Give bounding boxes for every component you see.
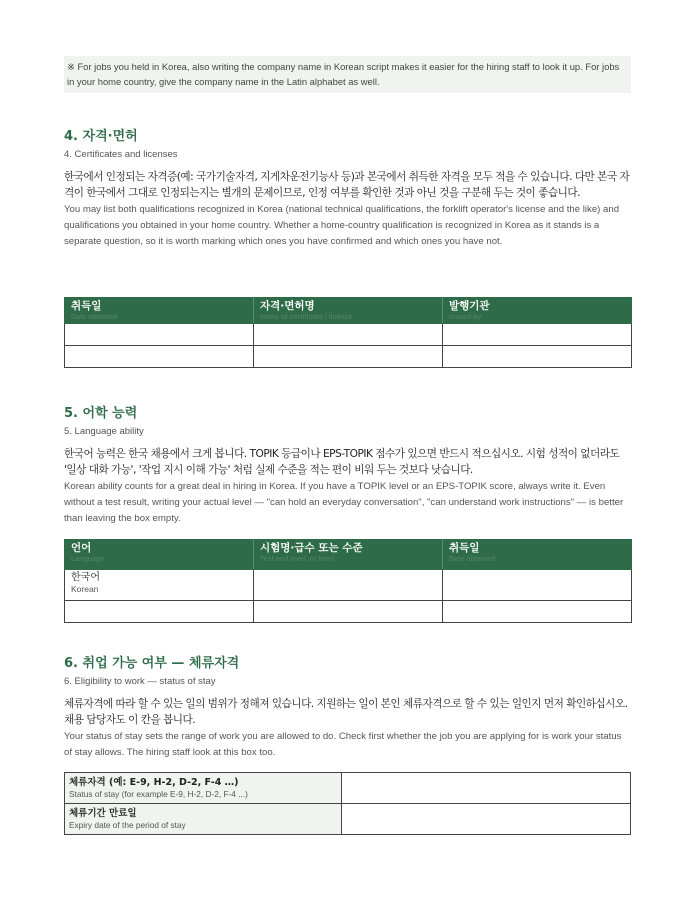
section-6-korean-text: 체류자격에 따라 할 수 있는 일의 범위가 정해져 있습니다. 지원하는 일이 본인 체류자격으로 할 수 있는 일인지 먼저 확인하십시오. 채용 담당자도 이 칸을 봅니다. [64, 698, 628, 726]
table-cell-issuer[interactable] [443, 346, 632, 368]
field-label-korean: 체류자격 (예: E-9, H-2, D-2, F-4 …) [69, 777, 239, 788]
table-cell-date[interactable] [443, 601, 632, 623]
field-label-english: Status of stay (for example E-9, H-2, D-2, F-4 ...) [69, 789, 248, 799]
section-eligibility [64, 655, 631, 761]
table-row [65, 601, 632, 623]
column-header-korean: 취득일 [71, 300, 102, 312]
column-header-english: Date obtained [449, 556, 496, 563]
status-of-stay-table [64, 772, 631, 835]
table-header-row [65, 540, 632, 570]
table-cell-language[interactable] [65, 601, 254, 623]
table-cell-date[interactable] [65, 346, 254, 368]
column-header-korean: 시험명·급수 또는 수준 [260, 542, 363, 554]
section-5-korean-text: 한국어 능력은 한국 채용에서 크게 봅니다. TOPIK 등급이나 EPS-TOPIK 점수가 있으면 반드시 적으십시오. 시험 성적이 없더라도 '일상 대화 가능', '작업 지시 이해 가능' 처럼 실제 수준을 적는 편이 비워 두는 것보다 낫습니다. [64, 448, 620, 476]
language-english: Korean [71, 584, 99, 594]
column-header-korean: 언어 [71, 542, 92, 554]
table-cell-test-level[interactable] [254, 601, 443, 623]
field-label-korean: 체류기간 만료일 [69, 808, 137, 819]
section-certificates [64, 128, 631, 250]
section-4-english-text: You may list both qualifications recognized in Korea (national technical qualifications, the forklift operator's license and the like) and qualifications you obtained in your home country. Whether a home-country qualification is recognized in Korea as it stands is a separate question, so it is worth marking which ones you have confirmed and which ones you have not. [64, 204, 620, 247]
column-header-korean: 발행기관 [449, 300, 490, 312]
table-cell-date[interactable] [65, 324, 254, 346]
column-header-english: Name of certificate / license [260, 314, 353, 321]
table-cell-issuer[interactable] [443, 324, 632, 346]
stay-expiry-date-label [65, 804, 342, 835]
column-header-korean: 자격·면허명 [260, 300, 315, 312]
certificates-table [64, 297, 632, 368]
section-4-korean-text: 한국에서 인정되는 자격증(예: 국가기술자격, 지게차운전기능사 등)과 본국에서 취득한 자격을 모두 적을 수 있습니다. 다만 본국 자격이 한국에서 그대로 인정되는지는 별개의 문제이므로, 인정 여부를 확인한 것과 아닌 것을 구분해 두는 것이 좋습니다. [64, 171, 630, 199]
section-6-title: 6. 취업 가능 여부 — 체류자격 [64, 656, 240, 671]
status-of-stay-label [65, 773, 342, 804]
field-label-english: Expiry date of the period of stay [69, 820, 186, 830]
table-cell-test-level[interactable] [254, 570, 443, 601]
column-header [443, 540, 632, 570]
language-korean: 한국어 [71, 572, 100, 583]
language-table [64, 539, 632, 623]
table-row [65, 804, 631, 835]
column-header-english: Issued by [449, 314, 482, 321]
company-name-note: ※ For jobs you held in Korea, also writing the company name in Korean script makes it easier for the hiring staff to look it up. For jobs in your home country, give the company name in the Latin alphabet as well. [64, 56, 631, 93]
table-row [65, 570, 632, 601]
table-header-row [65, 298, 632, 324]
section-6-english-text: Your status of stay sets the range of work you are allowed to do. Check first whether the job you are applying for is work your status of stay allows. The hiring staff look at this box too. [64, 731, 622, 758]
column-header-english: Date obtained [71, 314, 118, 321]
column-header-english: Language [71, 556, 105, 563]
section-4-title: 4. 자격·면허 [64, 129, 138, 144]
section-6-subtitle: 6. Eligibility to work — status of stay [64, 676, 216, 687]
section-5-subtitle: 5. Language ability [64, 426, 144, 437]
column-header-korean: 취득일 [449, 542, 480, 554]
column-header [443, 298, 632, 324]
column-header [65, 540, 254, 570]
table-row [65, 346, 632, 368]
section-4-subtitle: 4. Certificates and licenses [64, 149, 178, 160]
stay-expiry-date-input[interactable] [342, 804, 631, 835]
column-header [254, 298, 443, 324]
table-cell-language[interactable] [65, 570, 254, 601]
section-5-title: 5. 어학 능력 [64, 406, 138, 421]
section-language [64, 405, 631, 527]
table-cell-certificate-name[interactable] [254, 324, 443, 346]
table-row [65, 773, 631, 804]
section-5-english-text: Korean ability counts for a great deal in hiring in Korea. If you have a TOPIK level or an EPS-TOPIK score, always write it. Even without a test result, writing your actual level — "can hold an everyday conversation", "can understand work instructions" — is better than leaving the box empty. [64, 481, 624, 524]
column-header [65, 298, 254, 324]
table-cell-certificate-name[interactable] [254, 346, 443, 368]
table-cell-date[interactable] [443, 570, 632, 601]
status-of-stay-input[interactable] [342, 773, 631, 804]
column-header-english: Test and level, or level [260, 556, 335, 563]
column-header [254, 540, 443, 570]
table-row [65, 324, 632, 346]
